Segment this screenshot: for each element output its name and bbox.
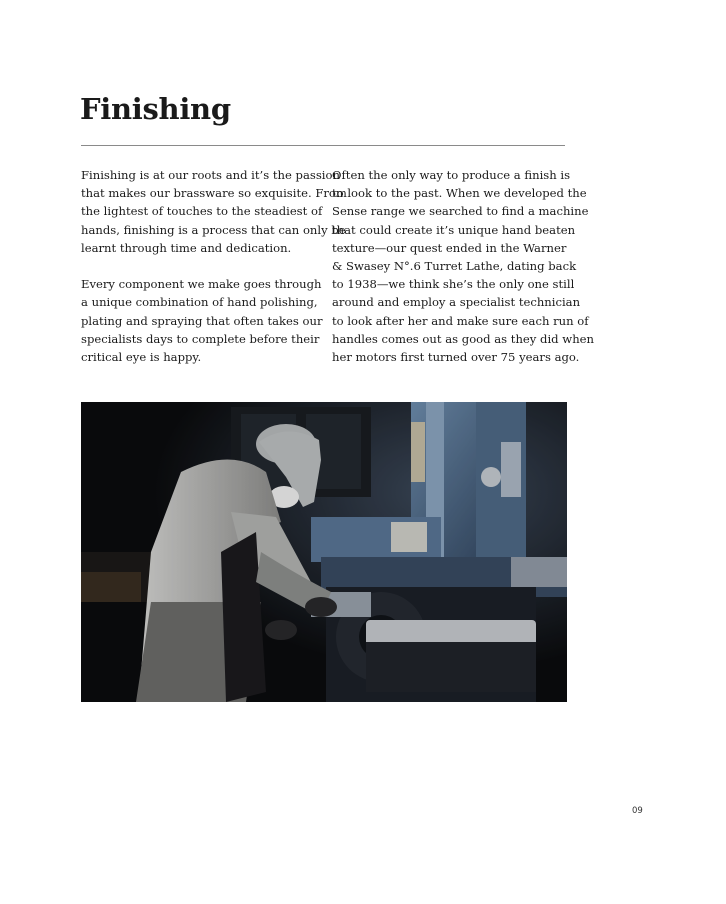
workshop-photo xyxy=(81,402,567,702)
text-line: her motors first turned over 75 years ago. xyxy=(332,350,580,365)
text-line: texture—our quest ended in the Warner xyxy=(332,240,567,255)
text-line: a unique combination of hand polishing, xyxy=(81,295,318,310)
title-divider xyxy=(81,145,565,146)
text-line: to look after her and make sure each run of xyxy=(332,313,589,328)
page-title: Finishing xyxy=(80,92,231,126)
text-line: Often the only way to produce a finish is xyxy=(332,168,571,182)
text-line: specialists days to complete before their xyxy=(81,331,320,346)
text-line: handles comes out as good as they did when xyxy=(332,331,594,346)
text-line: Every component we make goes through xyxy=(81,277,322,292)
text-line: plating and spraying that often takes our xyxy=(81,313,323,328)
paragraph xyxy=(81,166,347,257)
text-line: & Swasey N°.6 Turret Lathe, dating back xyxy=(332,259,577,274)
text-line: hands, finishing is a process that can only be xyxy=(81,222,346,237)
page-number: 09 xyxy=(632,806,643,816)
text-line: to 1938—we think she’s the only one still xyxy=(332,277,575,292)
paragraph xyxy=(332,166,594,366)
text-line: around and employ a specialist technician xyxy=(332,295,581,310)
text-line: that makes our brassware so exquisite. From xyxy=(81,186,347,201)
text-line: the lightest of touches to the steadiest of xyxy=(81,204,323,219)
left-text-column xyxy=(81,166,347,384)
text-line: Finishing is at our roots and it’s the passion xyxy=(81,168,340,182)
right-text-column xyxy=(332,166,594,384)
paragraph xyxy=(81,275,323,366)
text-line: learnt through time and dedication. xyxy=(81,240,292,255)
text-line: that could create it’s unique hand beaten xyxy=(332,222,576,237)
text-line: critical eye is happy. xyxy=(81,350,202,365)
text-line: Sense range we searched to find a machine xyxy=(332,204,589,219)
text-line: to look to the past. When we developed the xyxy=(332,186,587,201)
